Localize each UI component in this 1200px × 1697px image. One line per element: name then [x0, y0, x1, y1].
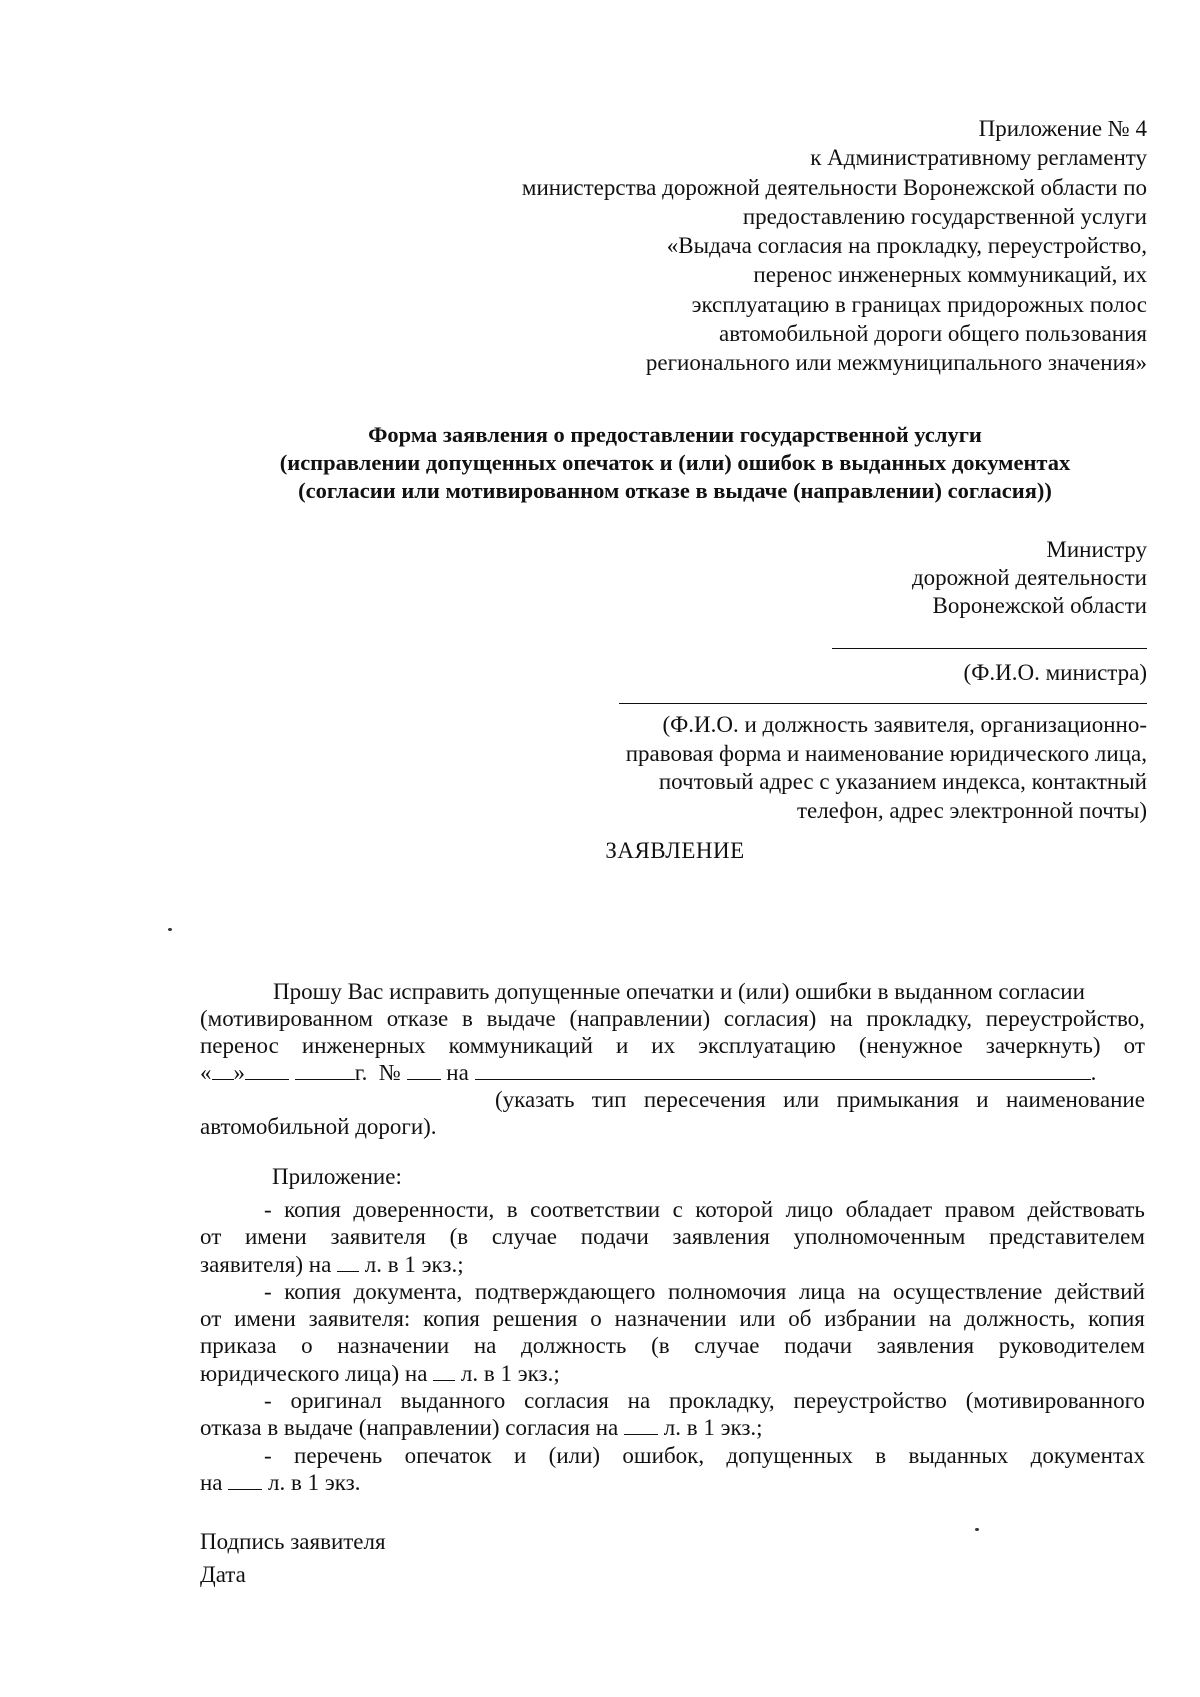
word: выданных: [908, 1442, 1009, 1468]
word: -: [264, 1278, 272, 1304]
attachment-text: л. в 1 экз.;: [364, 1251, 464, 1277]
word: тип: [591, 1087, 627, 1112]
word: назначении: [614, 1306, 727, 1332]
attachment-line: [200, 1278, 1145, 1305]
word: от: [200, 1224, 222, 1250]
word: об: [788, 1306, 812, 1332]
addressee-line: дорожной деятельности: [911, 565, 1147, 590]
word: согласия): [723, 1006, 817, 1031]
word: или: [783, 1087, 820, 1112]
word: (направлении): [569, 1006, 711, 1031]
word: действовать: [1027, 1197, 1145, 1222]
attachment-item: [200, 1196, 1145, 1278]
applicant-caption-line: правовая форма и наименование юридического лица,: [625, 740, 1147, 766]
word: избрании: [824, 1306, 916, 1332]
form-title-line: Форма заявления о предоставлении государственной услуги: [368, 422, 982, 447]
word: их: [651, 1033, 676, 1058]
word: выдаче: [486, 1006, 556, 1031]
month-blank[interactable]: [245, 1061, 289, 1080]
word: на: [473, 1333, 497, 1359]
word: (ненужное: [858, 1033, 963, 1058]
body-line: [200, 1005, 1145, 1032]
word: правом: [944, 1197, 1016, 1222]
word: пересечения: [643, 1087, 766, 1112]
appendix-line: автомобильной дороги общего пользования: [718, 321, 1147, 347]
word: уполномоченным: [793, 1224, 966, 1250]
word: на: [857, 1278, 881, 1304]
appendix-line: предоставлению государственной услуги: [742, 203, 1147, 229]
appendix-header: [387, 114, 1147, 378]
document-heading: ЗАЯВЛЕНИЕ: [605, 838, 745, 863]
attachment-line: [200, 1196, 1145, 1223]
applicant-name-line: [619, 703, 1147, 704]
word: действий: [1054, 1278, 1145, 1304]
scan-speck: [975, 1528, 979, 1531]
attachment-text: л. в 1 экз.;: [663, 1415, 763, 1441]
word: назначении: [337, 1333, 450, 1359]
word: (мотивированного: [965, 1388, 1145, 1414]
word: копия: [284, 1197, 341, 1222]
addressee-block: [647, 536, 1147, 620]
applicant-caption-line: (Ф.И.О. и должность заявителя, организационно-: [662, 712, 1147, 737]
word: перенос: [200, 1033, 279, 1058]
word: и: [615, 1033, 629, 1058]
word: заявления: [672, 1224, 770, 1250]
appendix-line: Приложение № 4: [978, 116, 1147, 141]
word: отказе: [386, 1006, 449, 1031]
word: -: [264, 1388, 272, 1414]
addressee-line: Министру: [1046, 537, 1147, 562]
word: должность: [521, 1333, 627, 1359]
word: руководителем: [998, 1333, 1145, 1359]
word: и: [514, 1442, 527, 1468]
attachment-text: заявителя) на: [200, 1251, 332, 1277]
sheets-blank[interactable]: [433, 1362, 455, 1381]
body-date-line: [200, 1059, 1145, 1086]
word: осуществление: [893, 1278, 1043, 1304]
form-title-line: (исправлении допущенных опечаток и (или) ошибок в выданных документах: [279, 450, 1071, 475]
form-title: [0, 421, 1200, 505]
sheets-blank[interactable]: [337, 1253, 359, 1272]
road-description-blank[interactable]: [475, 1061, 1091, 1080]
word: документах: [1030, 1442, 1145, 1468]
minister-name-line: [832, 648, 1147, 649]
body-line: [200, 1032, 1145, 1059]
word: должность,: [964, 1306, 1076, 1332]
word: переустройство,: [985, 1006, 1145, 1031]
form-title-line: (согласии или мотивированном отказе в выдаче (направлении) согласия)): [298, 478, 1052, 503]
attachment-line: [200, 1469, 1145, 1496]
attachment-item: [200, 1278, 1145, 1387]
word: согласия: [524, 1388, 609, 1414]
word: в: [875, 1442, 887, 1468]
word: в: [462, 1006, 473, 1031]
word: на: [627, 1388, 651, 1414]
word: которой: [695, 1197, 774, 1222]
word: -: [264, 1197, 272, 1222]
word: лица: [798, 1278, 846, 1304]
body-line: Прошу Вас исправить допущенные опечатки и (или) ошибки в выданном согласии: [273, 979, 1085, 1004]
word: (указать: [495, 1087, 575, 1112]
word: перечень: [294, 1442, 383, 1468]
word: о: [301, 1333, 313, 1359]
word: соответствии: [530, 1197, 661, 1222]
year-blank[interactable]: [295, 1061, 355, 1080]
word: случае: [491, 1224, 558, 1250]
attachment-line: [200, 1305, 1145, 1332]
applicant-caption: [587, 711, 1147, 825]
word: на: [830, 1006, 853, 1031]
applicant-caption-line: телефон, адрес электронной почты): [796, 797, 1147, 823]
word: примыкания: [836, 1087, 959, 1112]
end-dot: .: [1090, 1060, 1097, 1085]
word: полномочия: [668, 1278, 787, 1304]
scan-speck: [168, 928, 172, 931]
word: от: [1123, 1033, 1145, 1058]
word: или: [739, 1306, 776, 1332]
attachment-line: [200, 1442, 1145, 1469]
attachment-line: [200, 1414, 1145, 1441]
appendix-line: перенос инженерных коммуникаций, их: [753, 262, 1147, 288]
word: прокладку,: [668, 1388, 775, 1414]
word: (в: [449, 1224, 469, 1250]
attachment-text: л. в 1 экз.;: [460, 1360, 560, 1386]
word: на: [928, 1306, 952, 1332]
word: доверенности,: [353, 1197, 495, 1222]
word: подачи: [580, 1224, 649, 1250]
attachment-line: [200, 1332, 1145, 1359]
word: (или): [548, 1442, 601, 1468]
sheets-blank[interactable]: [624, 1416, 658, 1435]
word: коммуникаций: [448, 1033, 593, 1058]
word: копия: [423, 1306, 480, 1332]
word: эксплуатацию: [698, 1033, 836, 1058]
word: подачи: [784, 1333, 853, 1359]
word: выданного: [400, 1388, 506, 1414]
attachment-text: л. в 1 экз.: [268, 1469, 361, 1495]
attachment-line: [200, 1360, 1145, 1387]
day-blank[interactable]: [212, 1061, 234, 1080]
word: приказа: [200, 1333, 277, 1359]
word: с: [672, 1197, 683, 1222]
word: инженерных: [301, 1033, 426, 1058]
appendix-line: эксплуатацию в границах придорожных полос: [691, 291, 1147, 317]
word: подтверждающего: [474, 1278, 656, 1304]
word: допущенных: [726, 1442, 853, 1468]
word: от: [200, 1306, 222, 1332]
number-blank[interactable]: [407, 1061, 441, 1080]
sheets-blank[interactable]: [228, 1471, 262, 1490]
attachment-line: [200, 1251, 1145, 1278]
word: и: [976, 1087, 989, 1112]
word: представителем: [989, 1224, 1145, 1250]
word: копия: [284, 1278, 341, 1304]
date-label: Дата: [200, 1562, 246, 1587]
number-sign: №: [378, 1060, 401, 1085]
attachment-item: [200, 1387, 1145, 1442]
request-body: [200, 978, 1145, 1140]
word: опечаток: [404, 1442, 492, 1468]
attachment-line: [200, 1387, 1145, 1414]
date-quote-open: «: [200, 1060, 212, 1085]
word: ошибок,: [622, 1442, 705, 1468]
attachment-text: юридического лица) на: [200, 1360, 428, 1386]
word: наименование: [1005, 1087, 1145, 1112]
word: заявителя: [330, 1224, 426, 1250]
word: документа,: [353, 1278, 463, 1304]
word: прокладку,: [866, 1006, 972, 1031]
word: -: [264, 1442, 272, 1468]
word: копия: [1088, 1306, 1145, 1332]
minister-caption: (Ф.И.О. министра): [963, 660, 1147, 685]
word: зачеркнуть): [985, 1033, 1101, 1058]
body-hint-line: [200, 1086, 1145, 1113]
word: о: [590, 1306, 602, 1332]
word: оригинал: [290, 1388, 382, 1414]
word: в: [506, 1197, 518, 1222]
word: заявления: [876, 1333, 975, 1359]
date-quote-close: »: [233, 1060, 245, 1085]
appendix-line: к Административному регламенту: [810, 145, 1147, 171]
word: имени: [234, 1306, 296, 1332]
attachments-list: [200, 1196, 1145, 1496]
addressee-line: Воронежской области: [932, 593, 1147, 618]
attachment-text: на: [200, 1469, 223, 1495]
applicant-signature-label: Подпись заявителя: [200, 1529, 386, 1554]
word: лицо: [785, 1197, 834, 1222]
word: случае: [694, 1333, 760, 1359]
attachment-line: [200, 1223, 1145, 1250]
attachment-text: отказа в выдаче (направлении) согласия на: [200, 1415, 619, 1441]
word: решения: [492, 1306, 578, 1332]
year-suffix: г.: [354, 1060, 368, 1085]
attachment-item: [200, 1442, 1145, 1497]
appendix-line: министерства дорожной деятельности Воронежской области по: [521, 174, 1147, 200]
word: (в: [651, 1333, 670, 1359]
on-word: на: [446, 1060, 469, 1085]
appendix-line: регионального или межмуниципального значения»: [645, 350, 1147, 376]
body-hint-line: автомобильной дороги).: [200, 1114, 437, 1139]
word: обладает: [845, 1197, 933, 1222]
word: переустройство: [793, 1388, 947, 1414]
applicant-caption-line: почтовый адрес с указанием индекса, контактный: [658, 769, 1147, 794]
word: заявителя:: [308, 1306, 411, 1332]
appendix-line: «Выдача согласия на прокладку, переустройство,: [666, 233, 1147, 259]
word: имени: [245, 1224, 307, 1250]
attachments-title: Приложение:: [272, 1164, 402, 1189]
word: (мотивированном: [200, 1006, 373, 1031]
